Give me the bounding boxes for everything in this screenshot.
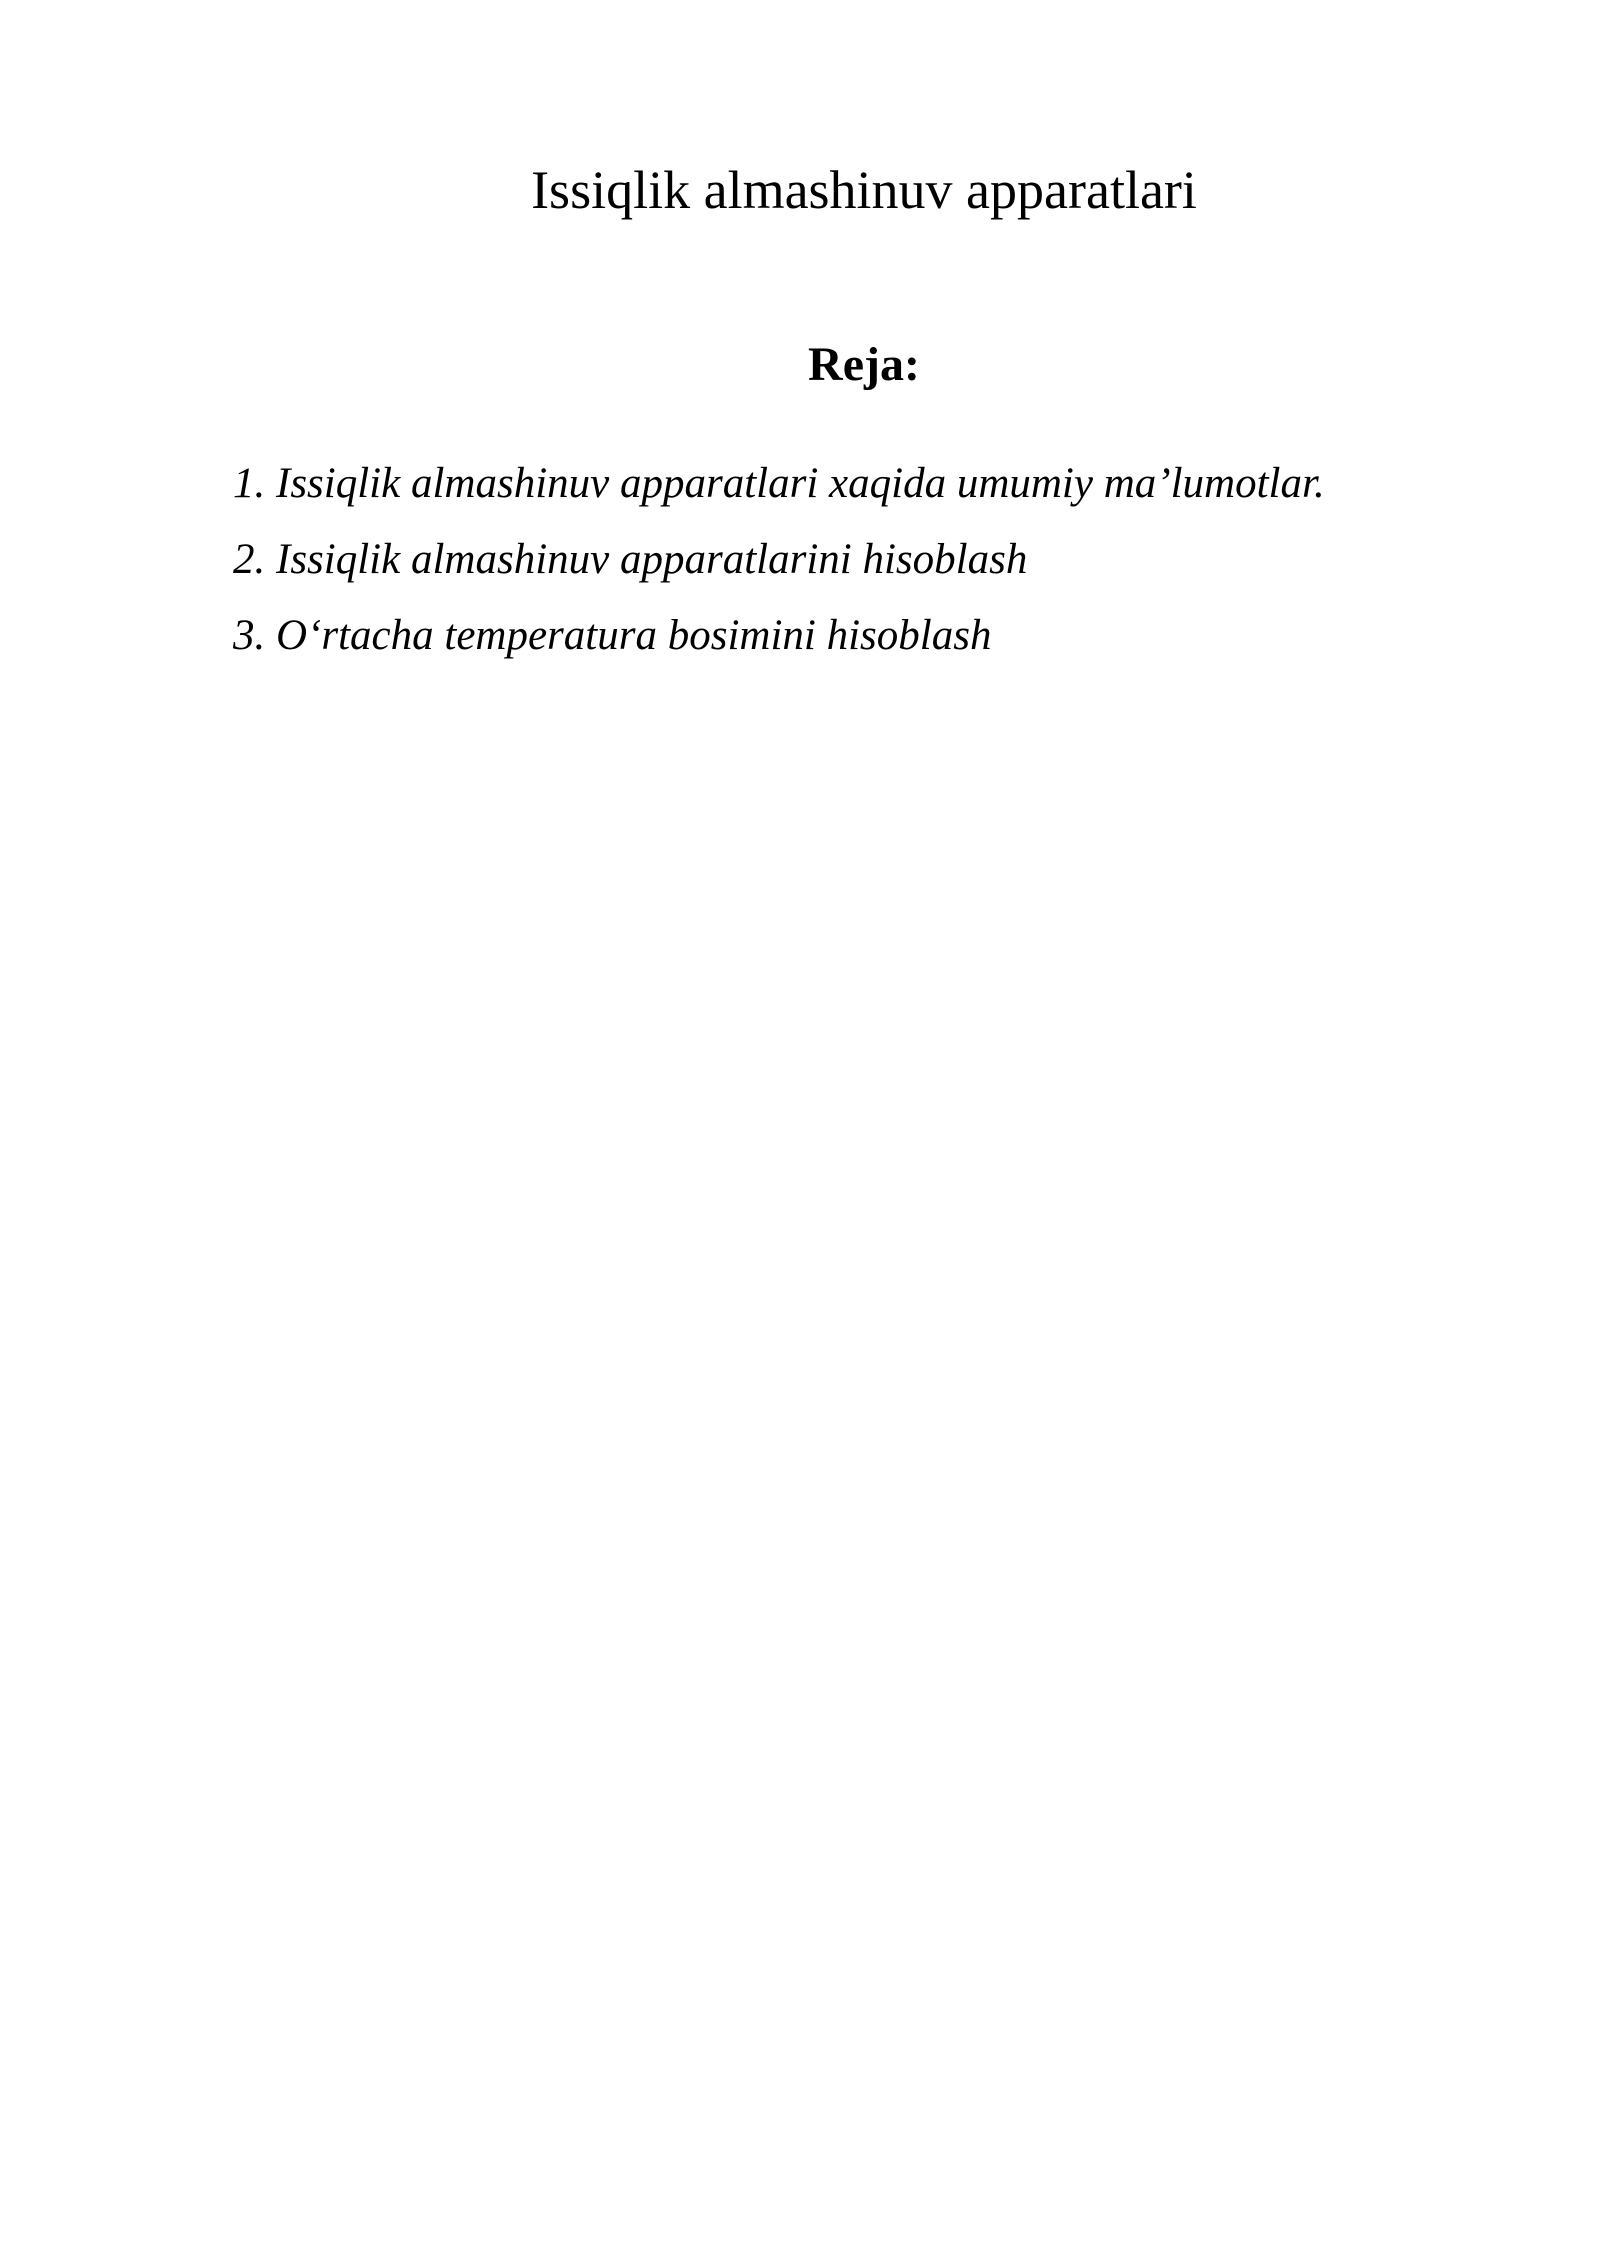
document-title: Issiqlik almashinuv apparatlari xyxy=(531,160,1197,220)
plan-item: 1. Issiqlik almashinuv apparatlari xaqida umumiy ma’lumotlar. xyxy=(233,460,1325,507)
plan-list xyxy=(233,458,1325,686)
plan-item: 3. O‘rtacha temperatura bosimini hisoblash xyxy=(233,612,992,659)
plan-heading: Reja: xyxy=(808,338,920,391)
plan-item: 2. Issiqlik almashinuv apparatlarini hisoblash xyxy=(233,536,1028,583)
